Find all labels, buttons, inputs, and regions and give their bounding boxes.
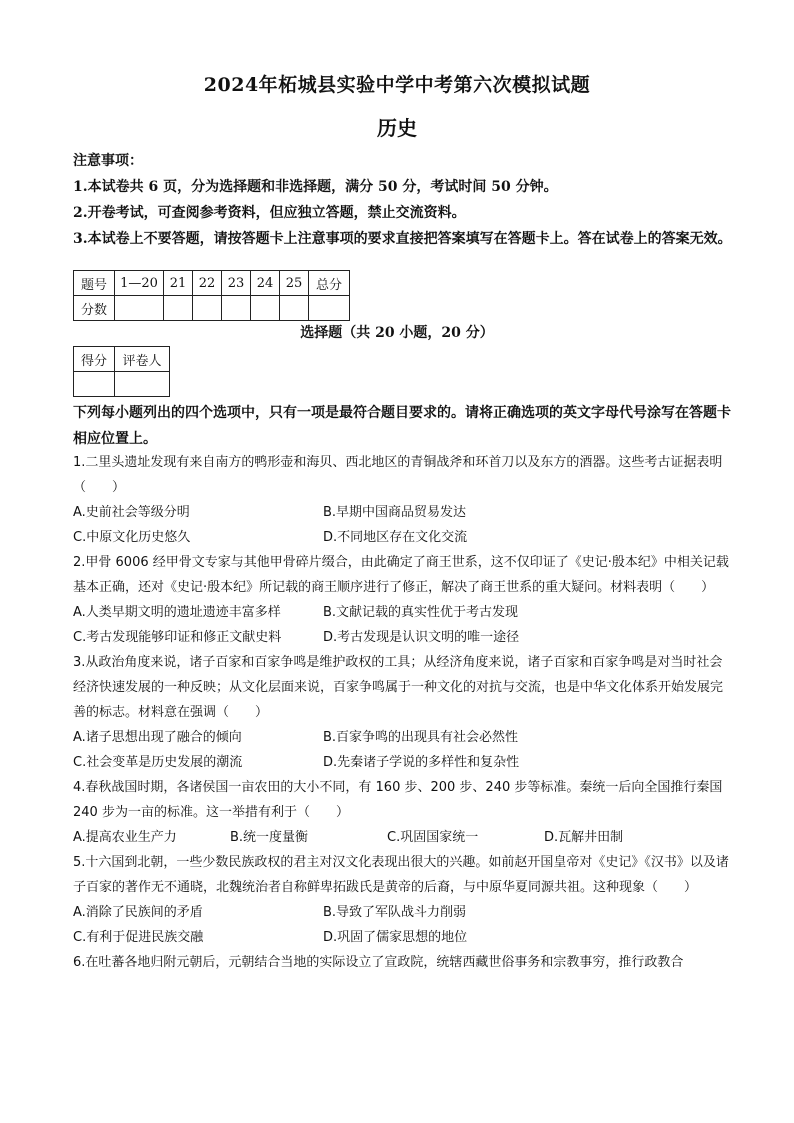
option: C.社会变革是历史发展的潮流 [73,755,243,770]
score-cell [222,296,251,321]
score-cell [309,296,350,321]
question-stem: 5.十六国到北朝，一些少数民族政权的君主对汉文化表现出很大的兴趣。如前赵开国皇帝对《史记》《汉书》以及诸子百家的著作无不通晓，北魏统治者自称鲜卑拓跋氏是黄帝的后裔，与中原华夏同源共祖。这种现象（ ） [73,855,729,895]
score-header-cell: 21 [164,271,193,296]
score-header-cell: 总分 [309,271,350,296]
question-stem: 1.二里头遗址发现有来自南方的鸭形壶和海贝、西北地区的青铜战斧和环首刀以及东方的酒器。这些考古证据表明（ ） [73,455,723,495]
option: B.百家争鸣的出现具有社会必然性 [323,730,519,745]
question-item [73,650,733,775]
score-header-cell: 22 [193,271,222,296]
score-table [73,270,350,321]
option: D.考古发现是认识文明的唯一途径 [323,630,520,645]
option: B.导致了军队战斗力削弱 [323,905,467,920]
score-header-cell: 题号 [74,271,115,296]
grader-blank-row [74,372,170,397]
section-instruction: 下列每小题列出的四个选项中，只有一项是最符合题目要求的。请将正确选项的英文字母代号涂写在答题卡相应位置上。 [73,405,731,447]
option: B.统一度量衡 [230,830,309,845]
score-cell [115,296,164,321]
question-item [73,550,733,650]
score-cell [280,296,309,321]
option-group [73,825,733,850]
option: C.考古发现能够印证和修正文献史料 [73,630,282,645]
option: A.提高农业生产力 [73,830,177,845]
option: D.瓦解井田制 [544,830,624,845]
option: D.不同地区存在文化交流 [323,530,468,545]
option: A.消除了民族间的矛盾 [73,905,203,920]
notes-item: 2.开卷考试，可查阅参考资料，但应独立答题，禁止交流资料。 [73,205,466,221]
notes-heading: 注意事项： [73,153,143,169]
option: A.史前社会等级分明 [73,505,190,520]
option-group [73,600,733,650]
score-cell [164,296,193,321]
option: C.中原文化历史悠久 [73,530,191,545]
question-item [73,775,733,850]
question-stem: 6.在吐蕃各地归附元朝后，元朝结合当地的实际设立了宣政院，统辖西藏世俗事务和宗教事穷，推行政教合 [73,955,684,970]
notes-item: 1.本试卷共 6 页，分为选择题和非选择题，满分 50 分，考试时间 50 分钟。 [73,179,558,195]
exam-title: 2024年柘城县实验中学中考第六次模拟试题 [203,74,591,96]
grader-table [73,346,170,397]
option: C.有利于促进民族交融 [73,930,204,945]
score-header-cell: 24 [251,271,280,296]
question-stem: 4.春秋战国时期，各诸侯国一亩农田的大小不同，有 160 步、200 步、240 步等标准。秦统一后向全国推行秦国 240 步为一亩的标准。这一举措有利于（ ） [73,780,723,820]
question-stem: 2.甲骨 6006 经甲骨文专家与其他甲骨碎片缀合，由此确定了商王世系，这不仅印证了《史记·殷本纪》中相关记载基本正确，还对《史记·殷本纪》所记载的商王顺序进行了修正，解决了商王世系的重大疑问。材料表明（ ） [73,555,729,595]
question-item [73,450,733,550]
grader-cell [115,372,170,397]
notes-item: 3.本试卷上不要答题，请按答题卡上注意事项的要求直接把答案填写在答题卡上。答在试卷上的答案无效。 [73,231,732,247]
grader-header-cell: 评卷人 [115,347,170,372]
option: B.早期中国商品贸易发达 [323,505,467,520]
score-header-cell: 1—20 [115,271,164,296]
option: B.文献记载的真实性优于考古发现 [323,605,519,620]
score-header-cell: 23 [222,271,251,296]
option: D.先秦诸子学说的多样性和复杂性 [323,755,520,770]
question-item [73,950,733,975]
option-group [73,725,733,775]
question-stem: 3.从政治角度来说，诸子百家和百家争鸣是维护政权的工具；从经济角度来说，诸子百家和百家争鸣是对当时社会经济快速发展的一种反映；从文化层面来说，百家争鸣属于一种文化的对抗与交流，也是中华文化体系开始发展完善的标志。材料意在强调（ ） [73,655,724,720]
option-group [73,500,733,550]
question-list [73,450,733,975]
option: D.巩固了儒家思想的地位 [323,930,468,945]
option-group [73,900,733,950]
section-heading: 选择题（共 20 小题，20 分） [300,325,494,341]
grader-header-cell: 得分 [74,347,115,372]
score-row-label: 分数 [74,296,115,321]
grader-cell [74,372,115,397]
score-cell [251,296,280,321]
score-table-score-row [74,296,350,321]
question-item [73,850,733,950]
option: A.诸子思想出现了融合的倾向 [73,730,242,745]
score-table-header-row [74,271,350,296]
score-cell [193,296,222,321]
option: A.人类早期文明的遗址遗迹丰富多样 [73,605,281,620]
subject-title: 历史 [377,116,417,140]
grader-header-row [74,347,170,372]
score-header-cell: 25 [280,271,309,296]
notes-block [73,148,733,252]
option: C.巩固国家统一 [387,830,479,845]
